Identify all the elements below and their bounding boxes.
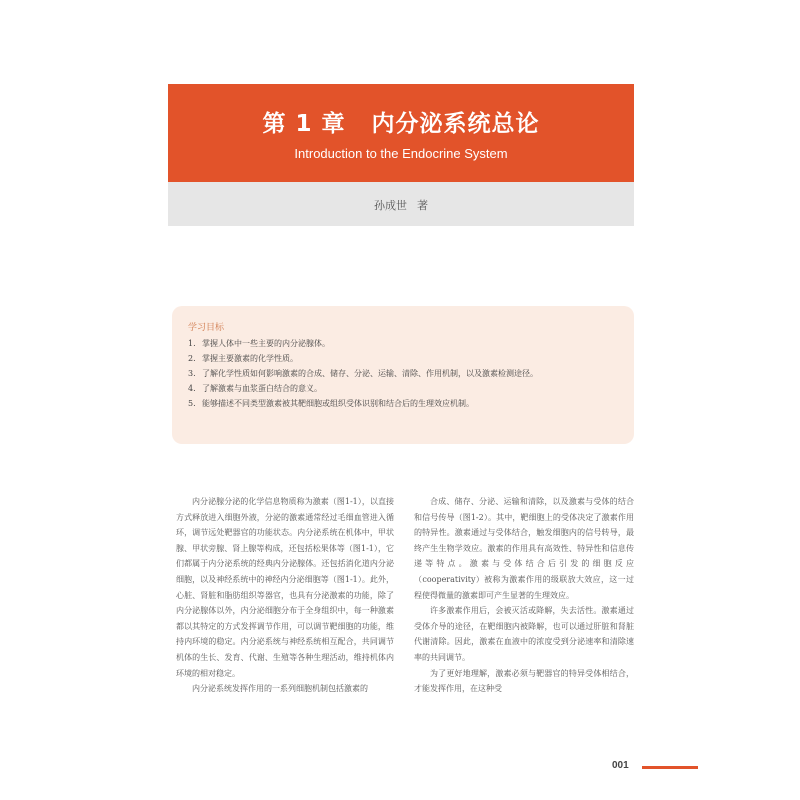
objective-number: 3. <box>188 369 196 378</box>
body-column-left <box>176 494 394 697</box>
body-column-right <box>414 494 634 697</box>
author-mark: 著 <box>417 199 428 212</box>
chapter-banner <box>168 84 634 182</box>
chapter-number: 第 1 章 <box>262 111 346 137</box>
learning-objectives-list <box>188 336 620 411</box>
chapter-title-text: 内分泌系统总论 <box>371 111 540 137</box>
chapter-title <box>168 110 634 138</box>
objective-item <box>188 381 620 396</box>
chapter-subtitle-en: Introduction to the Endocrine System <box>294 146 508 161</box>
objective-number: 2. <box>188 354 196 363</box>
objective-item <box>188 351 620 366</box>
objective-text: 掌握人体中一些主要的内分泌腺体。 <box>202 339 330 348</box>
objective-text: 能够描述不同类型激素被其靶细胞或组织受体识别和结合后的生理效应机制。 <box>202 399 474 408</box>
objective-text: 了解激素与血浆蛋白结合的意义。 <box>202 384 322 393</box>
objective-number: 5. <box>188 399 196 408</box>
learning-objectives-box <box>172 306 634 444</box>
body-paragraph: 为了更好地理解，激素必须与靶器官的特异受体相结合，才能发挥作用，在这种受 <box>414 668 634 694</box>
page-number: 001 <box>612 760 629 771</box>
objective-item <box>188 396 620 411</box>
page-number-rule <box>642 766 698 769</box>
author-bar <box>168 182 634 226</box>
objective-item <box>188 366 620 381</box>
objective-number: 4. <box>188 384 196 393</box>
body-paragraph: 内分泌腺分泌的化学信息物质称为激素（图1-1），以直接方式释放进入细胞外液，分泌的激素通常经过毛细血管进入循环，调节远处靶器官的功能状态。内分泌系统在机体中，甲状腺、甲状旁腺、肾上腺等构成，还包括松果体等（图1-1），它们都属于内分泌系统的经典内分泌腺体。还包括消化道内分泌细胞，以及神经系统中的神经内分泌细胞等（图1-1）。此外，心脏、肾脏和脂肪组织等器官，也具有分泌激素的功能，除了内分泌腺体以外，内分泌细胞分布于全身组织中，每一种激素都以其特定的方式发挥调节作用，可以调节靶细胞的功能，维持内环境的稳定。内分泌系统与神经系统相互配合，共同调节机体的生长、发育、代谢、生殖等各种生理活动，维持机体内环境的相对稳定。 <box>176 497 394 678</box>
objective-item <box>188 336 620 351</box>
author-name: 孙成世 <box>374 199 407 212</box>
body-paragraph: 内分泌系统发挥作用的一系列细胞机制包括激素的 <box>192 684 368 694</box>
body-paragraph: 合成、储存、分泌、运输和清除，以及激素与受体的结合和信号传导（图1-2）。其中，靶细胞上的受体决定了激素作用的特异性。激素通过与受体结合，触发细胞内的信号转导，最终产生生物学效应。激素的作用具有高效性、特异性和信息传递等特点。激素与受体结合后引发的细胞反应（cooperativity）被称为激素作用的级联放大效应，这一过程使得微量的激素即可产生显著的生理效应。 <box>414 497 634 600</box>
body-paragraph: 许多激素作用后，会被灭活或降解，失去活性。激素通过受体介导的途径，在靶细胞内被降解，也可以通过肝脏和肾脏代谢清除。因此，激素在血液中的浓度受到分泌速率和清除速率的共同调节。 <box>414 606 634 662</box>
objective-text: 掌握主要激素的化学性质。 <box>202 354 298 363</box>
objective-number: 1. <box>188 339 196 348</box>
learning-objectives-heading: 学习目标 <box>188 323 225 333</box>
objective-text: 了解化学性质如何影响激素的合成、储存、分泌、运输、清除、作用机制，以及激素检测途径。 <box>202 369 538 378</box>
